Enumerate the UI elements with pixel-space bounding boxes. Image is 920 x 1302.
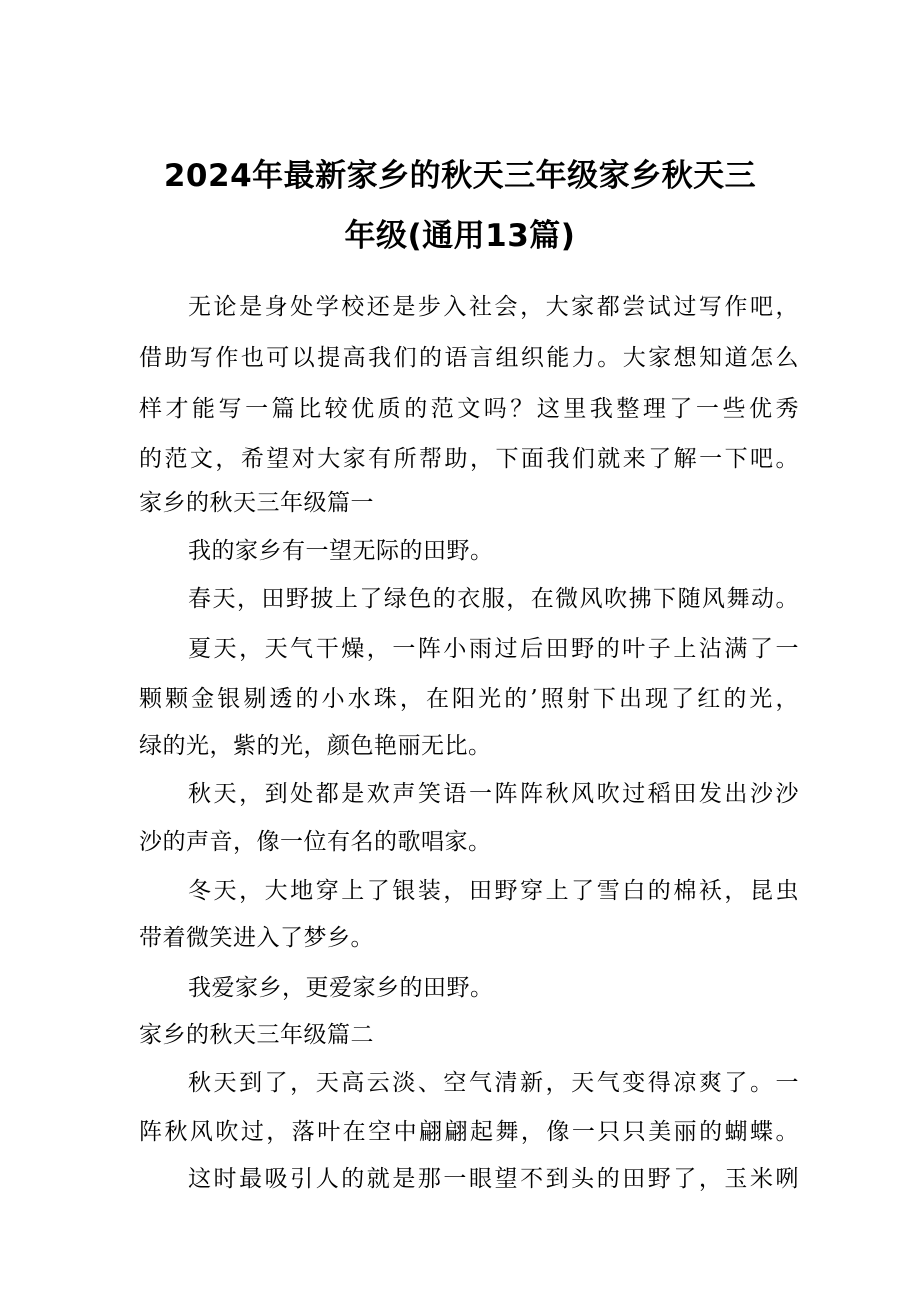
paragraph-line: 我爱家乡，更爱家乡的田野。 (188, 975, 494, 1001)
paragraph-line: 阵秋风吹过，落叶在空中翩翩起舞，像一只只美丽的蝴蝶。 (139, 1119, 799, 1145)
paragraph-line: 冬天，大地穿上了银装，田野穿上了雪白的棉袄，昆虫 (188, 878, 799, 904)
paragraph-line: 春天，田野披上了绿色的衣服，在微风吹拂下随风舞动。 (188, 586, 799, 612)
intro-line-4: 的范文，希望对大家有所帮助，下面我们就来了解一下吧。 (139, 446, 799, 472)
paragraph-line: 绿的光，紫的光，颜色艳丽无比。 (139, 733, 492, 759)
intro-line-2: 借助写作也可以提高我们的语言组织能力。大家想知道怎么 (139, 345, 799, 371)
intro-line-1: 无论是身处学校还是步入社会，大家都尝试过写作吧， (188, 294, 799, 320)
paragraph-line: 夏天，天气干燥，一阵小雨过后田野的叶子上沾满了一 (188, 636, 799, 662)
paragraph-line: 带着微笑进入了梦乡。 (139, 925, 374, 951)
paragraph-line: 这时最吸引人的就是那一眼望不到头的田野了，玉米咧 (188, 1166, 799, 1192)
paragraph-line: 秋天，到处都是欢声笑语一阵阵秋风吹过稻田发出沙沙 (188, 781, 799, 807)
section-heading-2: 家乡的秋天三年级篇二 (139, 1022, 374, 1048)
section-heading-1: 家乡的秋天三年级篇一 (139, 490, 374, 516)
paragraph-line: 秋天到了，天高云淡、空气清新，天气变得凉爽了。一 (188, 1070, 799, 1096)
paragraph-line: 沙的声音，像一位有名的歌唱家。 (139, 829, 492, 855)
intro-line-3: 样才能写一篇比较优质的范文吗？这里我整理了一些优秀 (139, 396, 799, 422)
title-line-1: 2024年最新家乡的秋天三年级家乡秋天三 (163, 158, 757, 194)
title-line-2: 年级(通用13篇) (344, 218, 576, 254)
paragraph-line: 颗颗金银剔透的小水珠，在阳光的’照射下出现了红的光， (139, 686, 799, 712)
paragraph-line: 我的家乡有一望无际的田野。 (188, 538, 494, 564)
